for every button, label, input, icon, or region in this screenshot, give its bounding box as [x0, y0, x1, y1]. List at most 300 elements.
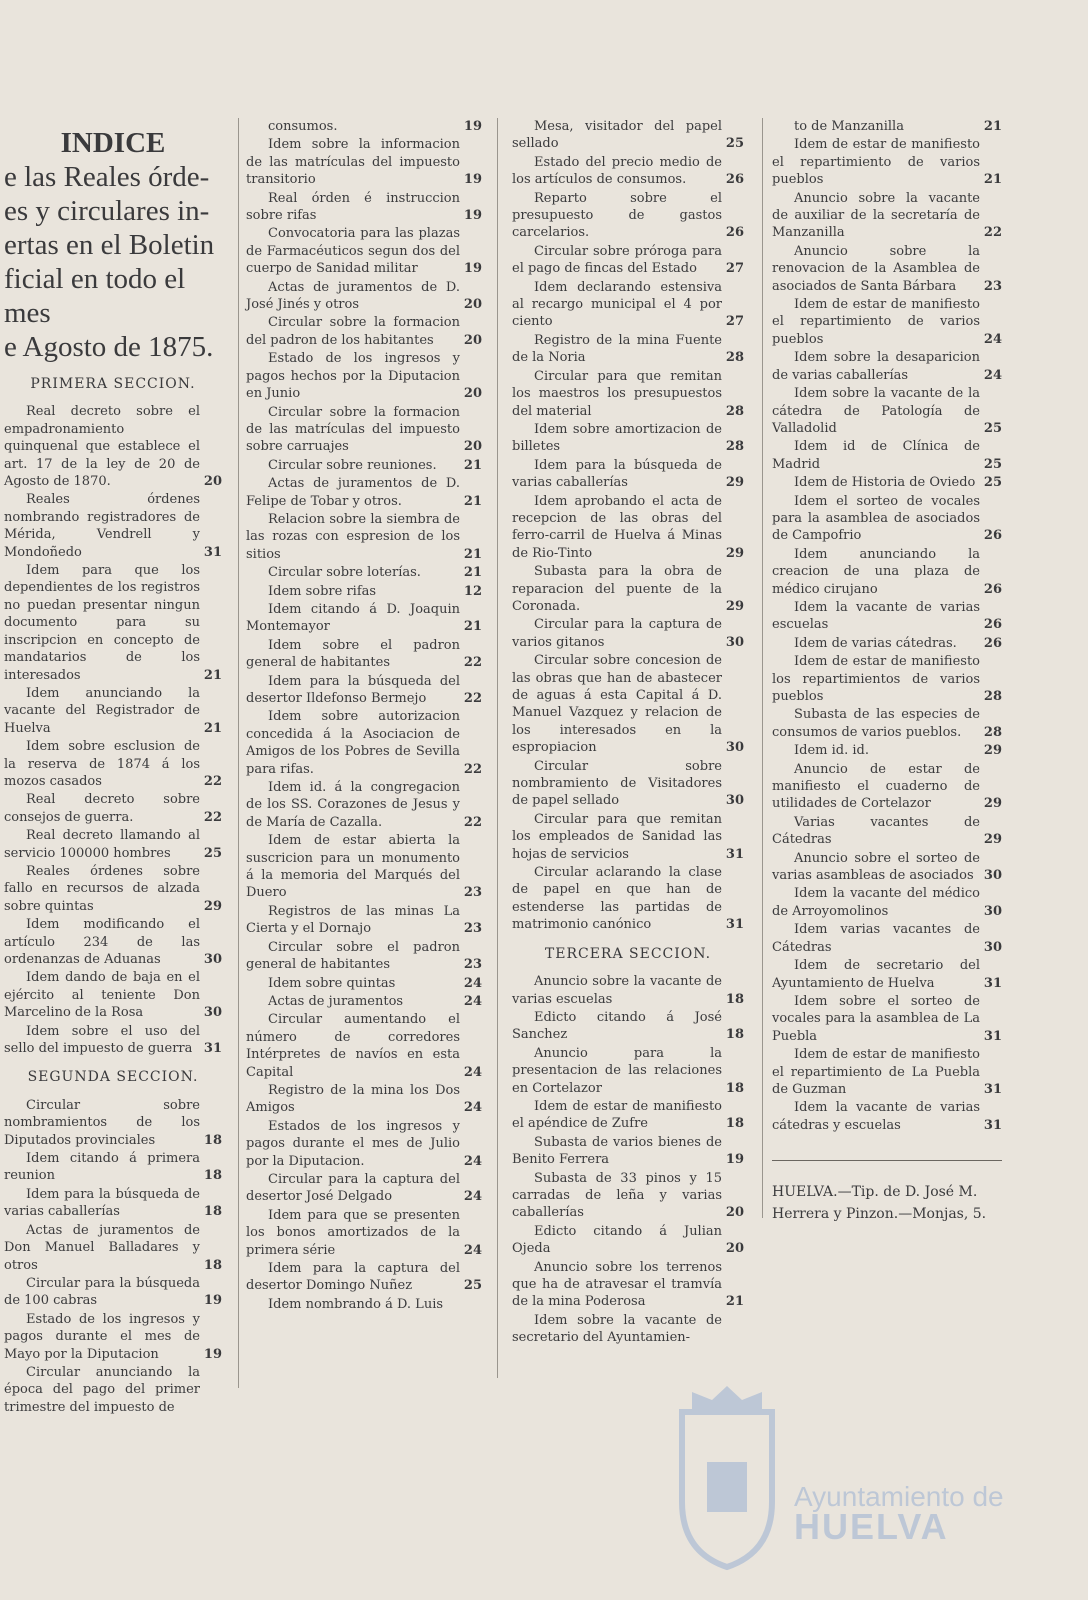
- entry-text: Idem para la búsqueda de varias caballerías: [512, 457, 722, 491]
- entry-text: Idem sobre la desaparicion de varias caballerías: [772, 350, 980, 383]
- entry-page-number: 21: [203, 720, 222, 736]
- entry-page-number: 21: [983, 119, 1002, 134]
- entry-text: Idem nombrando á D. Luis: [268, 1296, 444, 1312]
- index-entry: [512, 190, 744, 242]
- entry-text: Subasta de 33 pinos y 15 carradas de leña y varias caballerías: [512, 1170, 722, 1221]
- entry-text: Idem sobre la vacante de la cátedra de Patología de Valladolid: [772, 386, 980, 436]
- entry-page-number: 21: [203, 667, 222, 683]
- entry-page-number: 20: [463, 297, 482, 313]
- entry-page-number: 24: [463, 1153, 482, 1169]
- index-entry: [246, 708, 482, 778]
- entry-text: Idem de Historia de Oviedo: [794, 475, 976, 491]
- entry-page-number: 22: [463, 761, 482, 777]
- entry-page-number: 21: [463, 493, 482, 509]
- entry-text: to de Manzanilla: [794, 119, 904, 134]
- index-entry: [772, 635, 1002, 652]
- index-entry: [772, 653, 1002, 705]
- entry-page-number: 24: [463, 1100, 482, 1116]
- entry-text: Idem la vacante de varias escuelas: [772, 599, 980, 633]
- entry-page-number: 20: [463, 332, 482, 348]
- entry-text: Idem sobre rifas: [268, 583, 377, 599]
- entry-text: Anuncio sobre la vacante de varias escuelas: [512, 974, 722, 1007]
- entry-list: [512, 973, 744, 1347]
- index-entry: [772, 921, 1002, 956]
- index-entry: [246, 314, 482, 349]
- index-entry: [772, 438, 1002, 473]
- entry-page-number: 23: [463, 921, 482, 937]
- column-2: [246, 118, 482, 1314]
- index-entry: [246, 1207, 482, 1259]
- entry-page-number: 23: [463, 957, 482, 973]
- entry-text: Idem la vacante de varias cátedras y escuelas: [772, 1100, 980, 1133]
- entry-text: Actas de juramentos de D. Felipe de Tobar y otros.: [246, 476, 460, 509]
- entry-page-number: 22: [463, 691, 482, 706]
- entry-page-number: 29: [725, 545, 744, 561]
- entry-list: [246, 118, 482, 1313]
- entry-text: Idem de varias cátedras.: [794, 635, 957, 651]
- entry-page-number: 27: [725, 314, 744, 330]
- entry-text: Idem sobre autorizacion concedida á la Asociacion de Amigos de los Pobres de Sevilla para rifas.: [246, 709, 460, 777]
- entry-text: Idem para que los dependientes de los registros no puedan presentar ningun documento para su inscripcion en concepto de mandatarios de los interesados: [4, 563, 200, 683]
- entry-text: Idem sobre el sorteo de vocales para la asamblea de La Puebla: [772, 993, 980, 1044]
- entry-text: Relacion sobre la siembra de las rozas con espresion de los sitios: [246, 511, 460, 562]
- index-title: INDICE: [60, 127, 166, 159]
- entry-text: Idem anunciando la creacion de una plaza de médico cirujano: [772, 546, 980, 597]
- shield-icon: [662, 1372, 792, 1572]
- index-entry: [772, 546, 1002, 598]
- entry-text: Estados de los ingresos y pagos durante el mes de Julio por la Diputacion.: [246, 1118, 460, 1169]
- watermark-text: [794, 1481, 1004, 1547]
- index-entry: [512, 1223, 744, 1258]
- column-4: [772, 118, 1002, 1225]
- index-entry: [246, 993, 482, 1010]
- entry-text: Idem declarando estensiva al recargo municipal el 4 por ciento: [512, 279, 722, 330]
- entry-page-number: 21: [463, 619, 482, 635]
- index-entry: [772, 706, 1002, 741]
- entry-page-number: 28: [983, 689, 1002, 704]
- index-entry: [246, 939, 482, 974]
- entry-text: Actas de juramentos de Don Manuel Balladares y otros: [4, 1222, 200, 1273]
- entry-text: Subasta de varios bienes de Benito Ferrera: [512, 1134, 722, 1168]
- index-entry: [4, 863, 222, 915]
- entry-page-number: 25: [725, 136, 744, 152]
- index-entry: [772, 493, 1002, 545]
- entry-page-number: 25: [463, 1278, 482, 1294]
- imprint-line: Herrera y Pinzon.—Monjas, 5.: [772, 1206, 987, 1223]
- entry-page-number: 23: [983, 278, 1002, 294]
- entry-page-number: 24: [463, 975, 482, 991]
- entry-page-number: 24: [463, 1242, 482, 1258]
- entry-text: Estado de los ingresos y pagos durante el mes de Mayo por la Diputacion: [4, 1311, 200, 1362]
- entry-page-number: 19: [463, 261, 482, 277]
- index-entry: [246, 975, 482, 992]
- entry-page-number: 24: [983, 331, 1002, 347]
- entry-list: [4, 1097, 222, 1416]
- entry-page-number: 30: [725, 740, 744, 756]
- entry-page-number: 31: [983, 1117, 1002, 1133]
- index-entry: [246, 475, 482, 510]
- section-heading-tercera: TERCERA SECCION.: [544, 945, 712, 962]
- entry-text: Anuncio sobre la renovacion de la Asamblea de asociados de Santa Bárbara: [772, 243, 980, 294]
- index-entry: [512, 243, 744, 278]
- index-entry: [4, 1275, 222, 1310]
- index-entry: [246, 1082, 482, 1117]
- entry-page-number: 19: [463, 208, 482, 224]
- entry-text: Actas de juramentos: [268, 993, 404, 1009]
- entry-text: Circular sobre la formacion del padron de los habitantes: [246, 315, 460, 348]
- entry-page-number: 28: [725, 439, 744, 455]
- entry-page-number: 21: [463, 546, 482, 562]
- entry-text: Idem sobre la informacion de las matrículas del impuesto transitorio: [246, 137, 460, 188]
- entry-page-number: 31: [203, 544, 222, 560]
- entry-text: Circular aclarando la clase de papel en que han de estenderse las partidas de matrimonio canónico: [512, 865, 722, 933]
- entry-page-number: 30: [725, 793, 744, 809]
- index-entry: [4, 1097, 222, 1149]
- index-entry: [772, 599, 1002, 634]
- entry-text: Idem modificando el artículo 234 de las ordenanzas de Aduanas: [4, 917, 200, 967]
- index-entry: [4, 916, 222, 968]
- index-entry: [4, 1311, 222, 1363]
- index-entry: [4, 403, 222, 490]
- entry-text: Anuncio de estar de manifiesto el cuaderno de utilidades de Cortelazor: [772, 761, 980, 812]
- entry-text: Subasta de las especies de consumos de varios pueblos.: [772, 707, 980, 740]
- entry-text: Circular para que remitan los empleados de Sanidad las hojas de servicios: [512, 811, 722, 862]
- column-rule: [497, 118, 498, 1378]
- entry-page-number: 18: [725, 1116, 744, 1132]
- entry-text: Idem de estar de manifiesto el repartimiento de La Puebla de Guzman: [772, 1047, 980, 1097]
- index-entry: [772, 296, 1002, 348]
- index-entry: [246, 637, 482, 672]
- entry-text: Idem id. id.: [794, 743, 869, 759]
- entry-text: Idem el sorteo de vocales para la asamblea de asociados de Campofrio: [772, 493, 980, 544]
- entry-page-number: 20: [725, 1205, 744, 1221]
- entry-text: Real decreto sobre el empadronamiento quinquenal que establece el art. 17 de la ley de 20 de Agosto de 1870.: [4, 404, 200, 490]
- entry-text: Circular sobre nombramiento de Visitadores de papel sellado: [512, 758, 722, 809]
- entry-text: Idem aprobando el acta de recepcion de las obras del ferro-carril de Huelva á Minas de Rio-Tinto: [512, 493, 722, 561]
- entry-text: Idem de estar de manifiesto los repartimientos de varios pueblos: [772, 654, 980, 704]
- column-rule: [238, 118, 239, 1388]
- entry-page-number: 24: [983, 367, 1002, 383]
- index-entry: [512, 864, 744, 934]
- entry-text: Idem anunciando la vacante del Registrador de Huelva: [4, 685, 200, 736]
- subtitle-line: e las Reales órde-: [4, 161, 210, 193]
- entry-text: Idem sobre la vacante de secretario del Ayuntamien-: [512, 1312, 722, 1346]
- index-entry: [512, 421, 744, 456]
- subtitle-line: es y circulares in-: [4, 195, 210, 227]
- entry-page-number: 23: [463, 885, 482, 901]
- entry-text: Anuncio sobre el sorteo de varias asambleas de asociados: [772, 850, 980, 884]
- entry-page-number: 31: [203, 1041, 222, 1057]
- entry-text: Idem de estar de manifiesto el repartimiento de varios pueblos: [772, 297, 980, 347]
- index-entry: [246, 583, 482, 600]
- index-entry: [772, 885, 1002, 920]
- index-entry: [512, 811, 744, 863]
- column-rule: [762, 118, 763, 1218]
- entry-page-number: 21: [983, 172, 1002, 188]
- index-entry: [246, 1260, 482, 1295]
- entry-page-number: 22: [983, 225, 1002, 241]
- index-entry: [772, 385, 1002, 437]
- index-entry: [246, 903, 482, 938]
- entry-page-number: 24: [463, 1189, 482, 1205]
- index-entry: [512, 1170, 744, 1222]
- index-entry: [772, 474, 1002, 491]
- entry-list: [4, 403, 222, 1057]
- index-entry: [512, 457, 744, 492]
- entry-text: Real órden é instruccion sobre rifas: [246, 190, 460, 224]
- index-entry: [512, 368, 744, 420]
- entry-page-number: 31: [725, 846, 744, 862]
- entry-page-number: 18: [203, 1132, 222, 1148]
- entry-page-number: 29: [983, 796, 1002, 812]
- index-entry: [772, 1099, 1002, 1134]
- entry-text: Circular para la captura del desertor José Delgado: [246, 1171, 460, 1205]
- index-entry: [512, 1009, 744, 1044]
- entry-text: Registro de la mina los Dos Amigos: [246, 1082, 460, 1116]
- entry-text: Convocatoria para las plazas de Farmacéuticos segun dos del cuerpo de Sanidad militar: [246, 226, 460, 277]
- index-entry: [4, 738, 222, 790]
- index-entry: [772, 761, 1002, 813]
- entry-page-number: 18: [203, 1168, 222, 1184]
- entry-text: consumos.: [268, 119, 338, 134]
- entry-text: Reparto sobre el presupuesto de gastos carcelarios.: [512, 190, 722, 241]
- entry-page-number: 19: [203, 1346, 222, 1362]
- index-entry: [246, 136, 482, 188]
- entry-text: Circular aumentando el número de corredores Intérpretes de navíos en esta Capital: [246, 1012, 460, 1080]
- subtitle-line: e Agosto de 1875.: [4, 331, 214, 363]
- entry-page-number: 21: [463, 457, 482, 473]
- entry-list: [512, 118, 744, 934]
- entry-text: Estado del precio medio de los artículos de consumos.: [512, 154, 722, 188]
- entry-text: Idem sobre el padron general de habitantes: [246, 637, 460, 671]
- entry-page-number: 27: [725, 261, 744, 277]
- index-entry: [246, 279, 482, 314]
- index-entry: [246, 511, 482, 563]
- index-entry: [512, 1312, 744, 1347]
- entry-text: Circular para que remitan los maestros los presupuestos del material: [512, 368, 722, 419]
- watermark-line: HUELVA: [794, 1506, 949, 1547]
- index-entry: [772, 742, 1002, 759]
- entry-text: Reales órdenes nombrando registradores de Mérida, Vendrell y Mondoñedo: [4, 492, 200, 560]
- entry-page-number: 30: [983, 939, 1002, 955]
- entry-text: Actas de juramentos de D. José Jinés y otros: [246, 279, 460, 313]
- index-entry: [772, 118, 1002, 135]
- index-entry: [4, 791, 222, 826]
- imprint: [772, 1160, 1002, 1225]
- entry-text: Circular para la búsqueda de 100 cabras: [4, 1275, 200, 1309]
- entry-text: Idem de estar abierta la suscricion para un monumento á la memoria del Marqués del Duero: [246, 833, 460, 901]
- entry-page-number: 29: [725, 598, 744, 614]
- index-entry: [772, 850, 1002, 885]
- index-entry: [246, 564, 482, 581]
- index-entry: [246, 225, 482, 277]
- index-entry: [246, 832, 482, 902]
- entry-text: Idem para la captura del desertor Domingo Nuñez: [246, 1261, 460, 1294]
- entry-page-number: 30: [203, 1005, 222, 1021]
- section-heading-primera: PRIMERA SECCION.: [30, 376, 196, 392]
- entry-page-number: 21: [725, 1294, 744, 1310]
- index-entry: [246, 673, 482, 708]
- entry-text: Edicto citando á Julian Ojeda: [512, 1223, 722, 1257]
- entry-page-number: 25: [983, 456, 1002, 472]
- entry-page-number: 26: [983, 581, 1002, 597]
- entry-text: Circular para la captura de varios gitanos: [512, 617, 722, 650]
- index-entry: [772, 243, 1002, 295]
- index-entry: [4, 685, 222, 737]
- entry-page-number: 29: [983, 743, 1002, 759]
- entry-text: Real decreto llamando al servicio 100000 hombres: [4, 828, 200, 861]
- entry-text: Circular sobre reuniones.: [268, 457, 437, 473]
- index-entry: [246, 118, 482, 135]
- entry-page-number: 30: [983, 868, 1002, 884]
- entry-page-number: 28: [725, 350, 744, 366]
- index-entry: [512, 616, 744, 651]
- entry-text: Idem sobre esclusion de la reserva de 1874 á los mozos casados: [4, 739, 200, 789]
- entry-page-number: 31: [983, 1028, 1002, 1044]
- entry-page-number: 20: [725, 1241, 744, 1257]
- imprint-line: HUELVA.—Tip. de D. José M.: [772, 1184, 978, 1201]
- entry-page-number: 22: [463, 814, 482, 830]
- entry-text: Idem sobre amortizacion de billetes: [512, 421, 722, 455]
- index-entry: [246, 190, 482, 225]
- index-entry: [772, 349, 1002, 384]
- entry-page-number: 25: [983, 475, 1002, 491]
- entry-text: Anuncio sobre los terrenos que ha de atravesar el tramvía de la mina Poderosa: [512, 1259, 722, 1310]
- entry-page-number: 22: [203, 809, 222, 825]
- index-entry: [772, 957, 1002, 992]
- entry-page-number: 12: [463, 583, 482, 599]
- entry-text: Registros de las minas La Cierta y el Dornajo: [246, 903, 460, 937]
- entry-page-number: 26: [725, 172, 744, 188]
- entry-page-number: 26: [725, 225, 744, 241]
- index-entry: [4, 562, 222, 684]
- entry-text: Anuncio para la presentacion de las relaciones en Cortelazor: [512, 1045, 722, 1096]
- entry-page-number: 20: [463, 439, 482, 455]
- entry-text: Idem sobre el uso del sello del impuesto de guerra: [4, 1023, 200, 1057]
- index-entry: [772, 1046, 1002, 1098]
- entry-page-number: 18: [203, 1204, 222, 1220]
- index-entry: [246, 1171, 482, 1206]
- entry-text: Idem para la búsqueda de varias caballerías: [4, 1186, 200, 1220]
- index-entry: [772, 993, 1002, 1045]
- index-entry: [246, 601, 482, 636]
- entry-page-number: 31: [983, 975, 1002, 991]
- entry-page-number: 18: [725, 1080, 744, 1096]
- entry-text: Idem de estar de manifiesto el apéndice de Zufre: [512, 1098, 722, 1132]
- index-entry: [512, 1098, 744, 1133]
- index-entry: [512, 563, 744, 615]
- entry-page-number: 31: [983, 1081, 1002, 1097]
- index-entry: [246, 457, 482, 474]
- entry-page-number: 18: [203, 1257, 222, 1273]
- column-1: [4, 126, 222, 1417]
- index-entry: [4, 491, 222, 561]
- entry-page-number: 29: [203, 898, 222, 914]
- entry-list: [772, 118, 1002, 1134]
- entry-page-number: 31: [725, 917, 744, 933]
- entry-text: Circular sobre concesion de las obras que han de abastecer de aguas á esta Capital á D. Manuel Vazquez y relacion de los interesados en la espropiacion: [512, 653, 722, 756]
- entry-text: Circular anunciando la época del pago del primer trimestre del impuesto de: [4, 1364, 200, 1415]
- index-entry: [246, 779, 482, 831]
- entry-text: Registro de la mina Fuente de la Noria: [512, 332, 722, 366]
- column-3: [512, 118, 744, 1348]
- entry-text: Idem de secretario del Ayuntamiento de Huelva: [772, 958, 980, 991]
- entry-text: Circular sobre nombramientos de los Diputados provinciales: [4, 1097, 200, 1148]
- entry-page-number: 22: [463, 655, 482, 671]
- entry-page-number: 28: [983, 724, 1002, 740]
- subtitle-line: ficial en todo el mes: [4, 263, 186, 329]
- entry-page-number: 30: [983, 903, 1002, 919]
- index-entry: [4, 969, 222, 1021]
- entry-page-number: 24: [463, 1064, 482, 1080]
- entry-text: Idem de estar de manifiesto el repartimiento de varios pueblos: [772, 137, 980, 188]
- entry-page-number: 26: [983, 617, 1002, 633]
- index-entry: [512, 154, 744, 189]
- index-entry: [246, 350, 482, 402]
- subtitle-line: ertas en el Boletin: [4, 229, 215, 261]
- entry-page-number: 30: [203, 952, 222, 967]
- index-entry: [772, 190, 1002, 242]
- entry-text: Circular sobre la formacion de las matrículas del impuesto sobre carruajes: [246, 404, 460, 455]
- entry-page-number: 20: [463, 386, 482, 402]
- index-entry: [772, 136, 1002, 188]
- index-entry: [512, 1045, 744, 1097]
- index-entry: [4, 1186, 222, 1221]
- watermark-line: Ayuntamiento de: [794, 1481, 1004, 1512]
- entry-page-number: 19: [725, 1152, 744, 1168]
- index-entry: [512, 1134, 744, 1169]
- index-entry: [4, 827, 222, 862]
- entry-page-number: 25: [983, 420, 1002, 436]
- index-entry: [512, 973, 744, 1008]
- entry-text: Idem la vacante del médico de Arroyomolinos: [772, 886, 980, 919]
- entry-text: Idem dando de baja en el ejército al teniente Don Marcelino de la Rosa: [4, 970, 200, 1021]
- index-entry: [512, 332, 744, 367]
- entry-page-number: 29: [725, 475, 744, 491]
- entry-text: Edicto citando á José Sanchez: [512, 1009, 722, 1043]
- entry-text: Circular sobre próroga para el pago de fincas del Estado: [512, 243, 722, 277]
- entry-text: Idem id. á la congregacion de los SS. Corazones de Jesus y de María de Cazalla.: [246, 780, 460, 830]
- entry-page-number: 19: [463, 172, 482, 188]
- index-subtitle: [4, 160, 222, 364]
- entry-text: Varias vacantes de Cátedras: [772, 814, 980, 848]
- section-heading-segunda: SEGUNDA SECCION.: [27, 1069, 199, 1086]
- entry-page-number: 29: [983, 832, 1002, 848]
- index-entry: [246, 1011, 482, 1081]
- entry-text: Idem citando á primera reunion: [4, 1151, 200, 1184]
- index-entry: [512, 493, 744, 563]
- entry-page-number: 26: [983, 635, 1002, 651]
- index-entry: [4, 1023, 222, 1058]
- entry-page-number: 19: [463, 119, 482, 134]
- index-entry: [4, 1364, 222, 1416]
- index-entry: [246, 1296, 482, 1313]
- entry-text: Idem citando á D. Joaquin Montemayor: [246, 601, 460, 635]
- entry-page-number: 28: [725, 403, 744, 419]
- entry-text: Idem para que se presenten los bonos amortizados de la primera série: [246, 1207, 460, 1258]
- entry-text: Real decreto sobre consejos de guerra.: [4, 792, 200, 825]
- index-entry: [246, 404, 482, 456]
- index-entry: [246, 1118, 482, 1170]
- entry-text: Circular sobre loterías.: [268, 565, 421, 581]
- entry-page-number: 22: [203, 773, 222, 789]
- entry-page-number: 24: [463, 993, 482, 1009]
- entry-text: Reales órdenes sobre fallo en recursos de alzada sobre quintas: [4, 863, 200, 914]
- watermark-logo: [662, 1372, 1062, 1572]
- entry-page-number: 26: [983, 528, 1002, 544]
- index-entry: [512, 758, 744, 810]
- entry-page-number: 18: [725, 1027, 744, 1043]
